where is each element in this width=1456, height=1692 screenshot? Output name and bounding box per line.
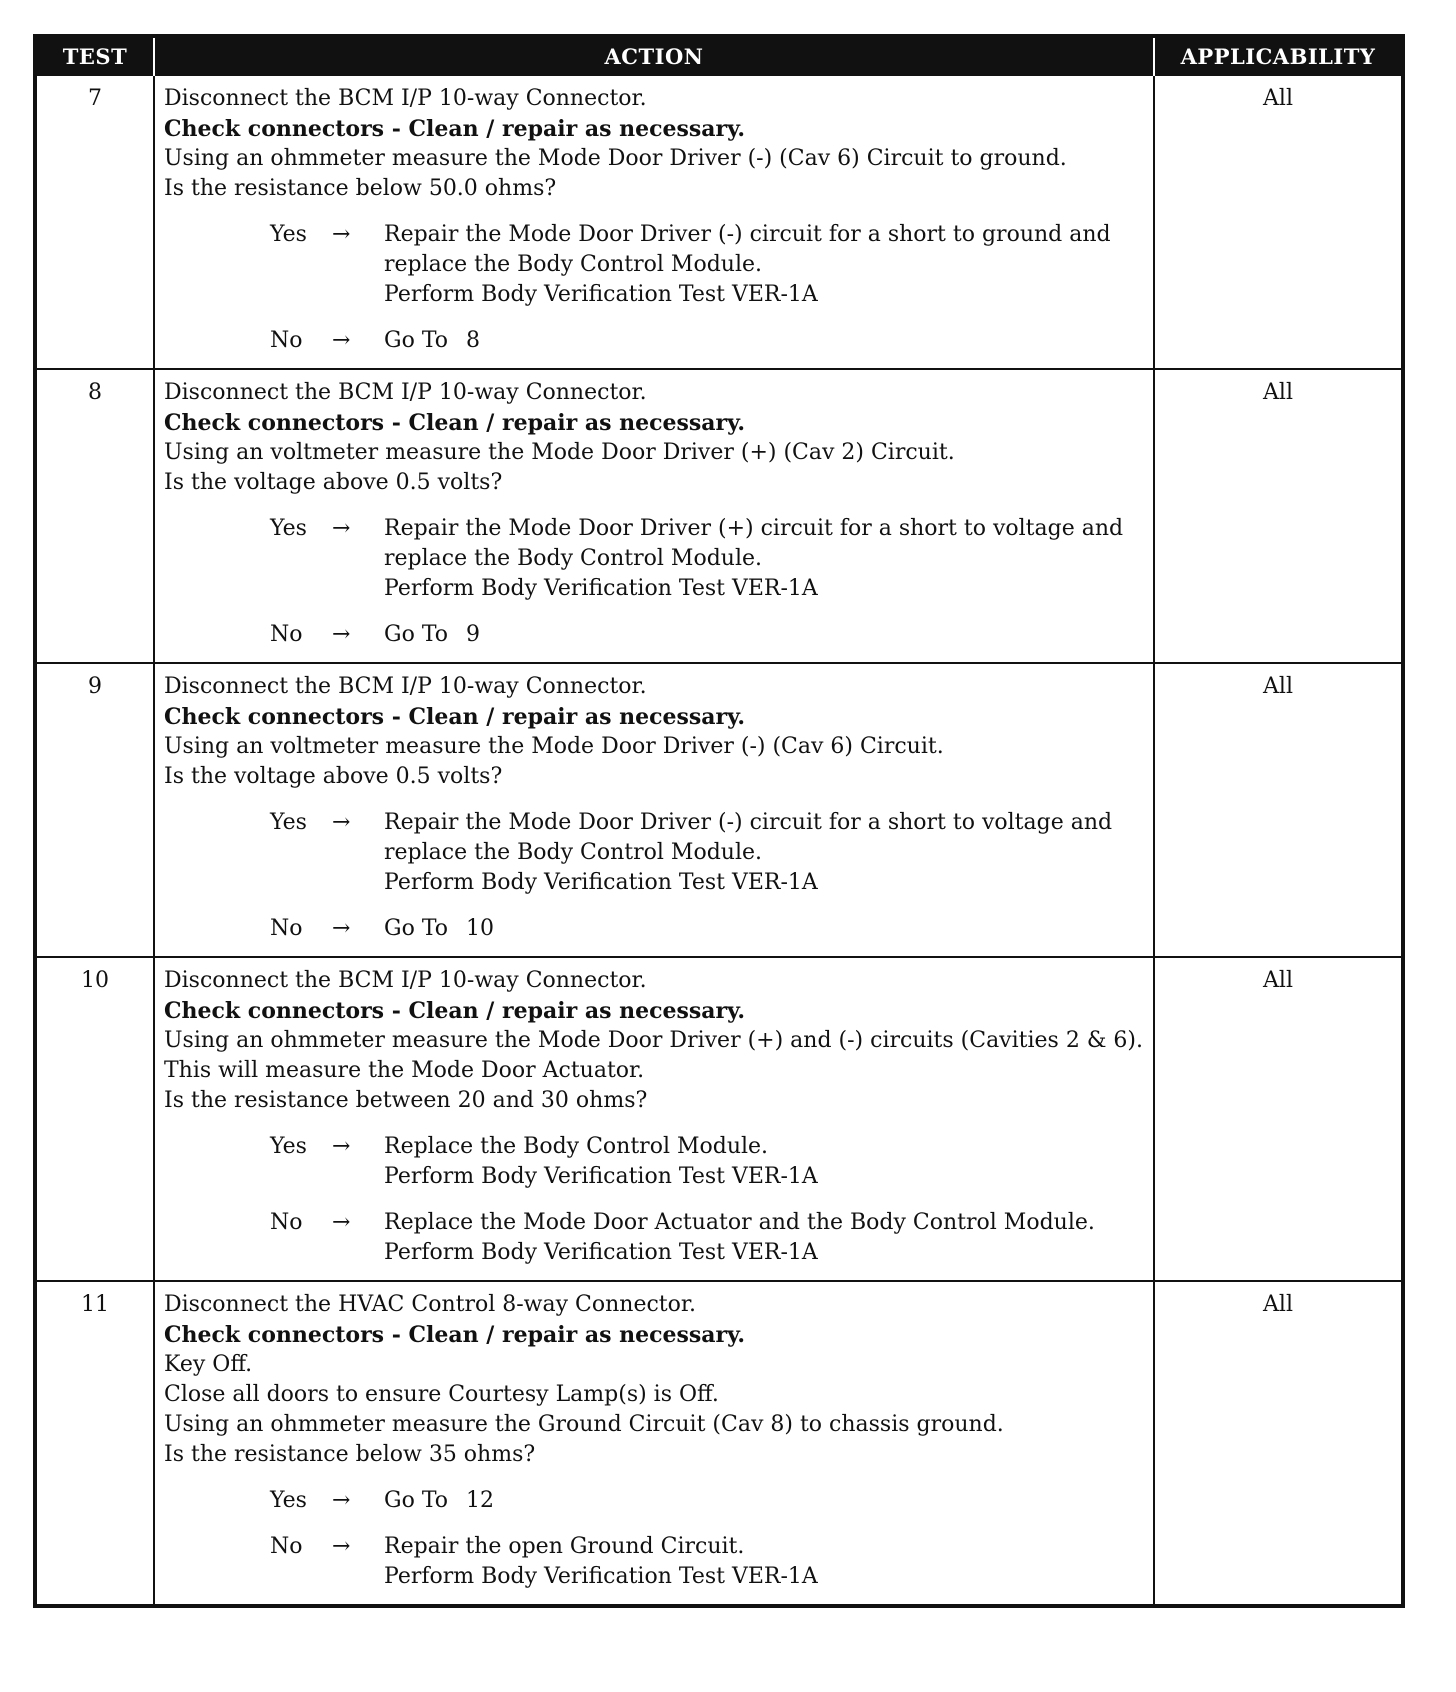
result-line: Replace the Mode Door Actuator and the Body Control Module. [384,1210,1095,1235]
header-test: TEST [35,36,154,75]
diagnostic-table-page [33,34,1401,1608]
outcome-no [164,326,1147,356]
answer-label: Yes [270,1488,307,1513]
table-row [35,1281,1403,1606]
diagnostic-test-table [33,34,1405,1608]
answer-label: Yes [270,516,307,541]
instruction-line: Using an voltmeter measure the Mode Door Driver (-) (Cav 6) Circuit. [164,734,944,759]
outcome-yes [164,1132,1147,1192]
instruction-line: Disconnect the BCM I/P 10-way Connector. [164,380,647,405]
result-line: Repair the open Ground Circuit. [384,1534,745,1559]
answer-label: No [270,1210,303,1235]
outcome-result [384,326,1147,356]
result-line: Repair the Mode Door Driver (-) circuit for a short to voltage and replace the Body Control Module. [384,810,1113,865]
arrow-right-icon: → [332,1534,351,1559]
instruction-bold: Check connectors - Clean / repair as necessary. [164,704,746,730]
arrow-right-icon: → [332,516,351,541]
answer-label: No [270,1534,303,1559]
instruction-line: Disconnect the BCM I/P 10-way Connector. [164,86,647,111]
arrow-right-icon: → [332,1134,351,1159]
answer-label: Yes [270,222,307,247]
instruction-line: Disconnect the BCM I/P 10-way Connector. [164,968,647,993]
test-number: 7 [35,75,154,369]
instruction-line: Is the voltage above 0.5 volts? [164,764,503,789]
goto-target: 12 [466,1488,495,1513]
table-header [35,36,1403,75]
answer-label: No [270,622,303,647]
outcome-result [384,1132,1147,1192]
goto-target: 10 [466,916,495,941]
instruction-line: Using an ohmmeter measure the Mode Door Driver (+) and (-) circuits (Cavities 2 & 6). This will measure the Mode Door Actuator. [164,1028,1143,1083]
arrow-right-icon: → [332,1488,351,1513]
header-row [35,36,1403,75]
arrow-right-icon: → [332,1210,351,1235]
header-action: ACTION [154,36,1154,75]
outcome-no [164,1208,1147,1268]
applicability-value: All [1154,1281,1403,1606]
applicability-value: All [1154,957,1403,1281]
result-line: Perform Body Verification Test VER-1A [384,870,818,895]
applicability-value: All [1154,75,1403,369]
instruction-line: Close all doors to ensure Courtesy Lamp(s) is Off. [164,1382,719,1407]
outcome-result [384,1486,1147,1516]
instruction-bold: Check connectors - Clean / repair as necessary. [164,998,746,1024]
outcome-yes [164,220,1147,310]
arrow-right-icon: → [332,328,351,353]
table-row [35,957,1403,1281]
action-cell [154,663,1154,957]
instruction-bold: Check connectors - Clean / repair as necessary. [164,1322,746,1348]
outcome-no [164,620,1147,650]
instruction-line: Using an ohmmeter measure the Mode Door Driver (-) (Cav 6) Circuit to ground. [164,146,1067,171]
outcome-yes [164,808,1147,898]
goto-label: Go To [384,916,449,941]
test-number: 8 [35,369,154,663]
result-line: Repair the Mode Door Driver (-) circuit for a short to ground and replace the Body Control Module. [384,222,1111,277]
instruction-line: Key Off. [164,1352,253,1377]
instruction-line: Using an voltmeter measure the Mode Door Driver (+) (Cav 2) Circuit. [164,440,955,465]
instruction-line: Is the resistance below 35 ohms? [164,1442,536,1467]
test-number: 9 [35,663,154,957]
table-row [35,75,1403,369]
instruction-bold: Check connectors - Clean / repair as necessary. [164,410,746,436]
instruction-line: Disconnect the HVAC Control 8-way Connector. [164,1292,696,1317]
result-line: Perform Body Verification Test VER-1A [384,1164,818,1189]
instruction-line: Is the resistance between 20 and 30 ohms? [164,1088,648,1113]
table-row [35,369,1403,663]
outcome-yes [164,1486,1147,1516]
goto-label: Go To [384,1488,449,1513]
arrow-right-icon: → [332,622,351,647]
result-line: Repair the Mode Door Driver (+) circuit for a short to voltage and replace the Body Control Module. [384,516,1124,571]
answer-label: No [270,916,303,941]
outcome-result [384,1208,1147,1268]
action-cell [154,369,1154,663]
result-line: Perform Body Verification Test VER-1A [384,1240,818,1265]
action-cell [154,1281,1154,1606]
outcome-result [384,1532,1147,1592]
applicability-value: All [1154,369,1403,663]
outcome-result [384,808,1147,898]
action-cell [154,75,1154,369]
test-number: 11 [35,1281,154,1606]
goto-target: 9 [466,622,481,647]
test-number: 10 [35,957,154,1281]
action-cell [154,957,1154,1281]
table-body [35,75,1403,1606]
applicability-value: All [1154,663,1403,957]
goto-target: 8 [466,328,481,353]
answer-label: No [270,328,303,353]
outcome-result [384,914,1147,944]
table-row [35,663,1403,957]
outcome-result [384,220,1147,310]
instruction-line: Using an ohmmeter measure the Ground Circuit (Cav 8) to chassis ground. [164,1412,1004,1437]
instruction-line: Is the resistance below 50.0 ohms? [164,176,557,201]
instruction-line: Is the voltage above 0.5 volts? [164,470,503,495]
instruction-line: Disconnect the BCM I/P 10-way Connector. [164,674,647,699]
header-applicability: APPLICABILITY [1154,36,1403,75]
result-line: Perform Body Verification Test VER-1A [384,282,818,307]
outcome-result [384,620,1147,650]
answer-label: Yes [270,810,307,835]
outcome-no [164,914,1147,944]
goto-label: Go To [384,622,449,647]
instruction-bold: Check connectors - Clean / repair as necessary. [164,116,746,142]
result-line: Replace the Body Control Module. [384,1134,769,1159]
answer-label: Yes [270,1134,307,1159]
result-line: Perform Body Verification Test VER-1A [384,576,818,601]
arrow-right-icon: → [332,810,351,835]
arrow-right-icon: → [332,222,351,247]
outcome-no [164,1532,1147,1592]
goto-label: Go To [384,328,449,353]
arrow-right-icon: → [332,916,351,941]
result-line: Perform Body Verification Test VER-1A [384,1564,818,1589]
outcome-result [384,514,1147,604]
outcome-yes [164,514,1147,604]
